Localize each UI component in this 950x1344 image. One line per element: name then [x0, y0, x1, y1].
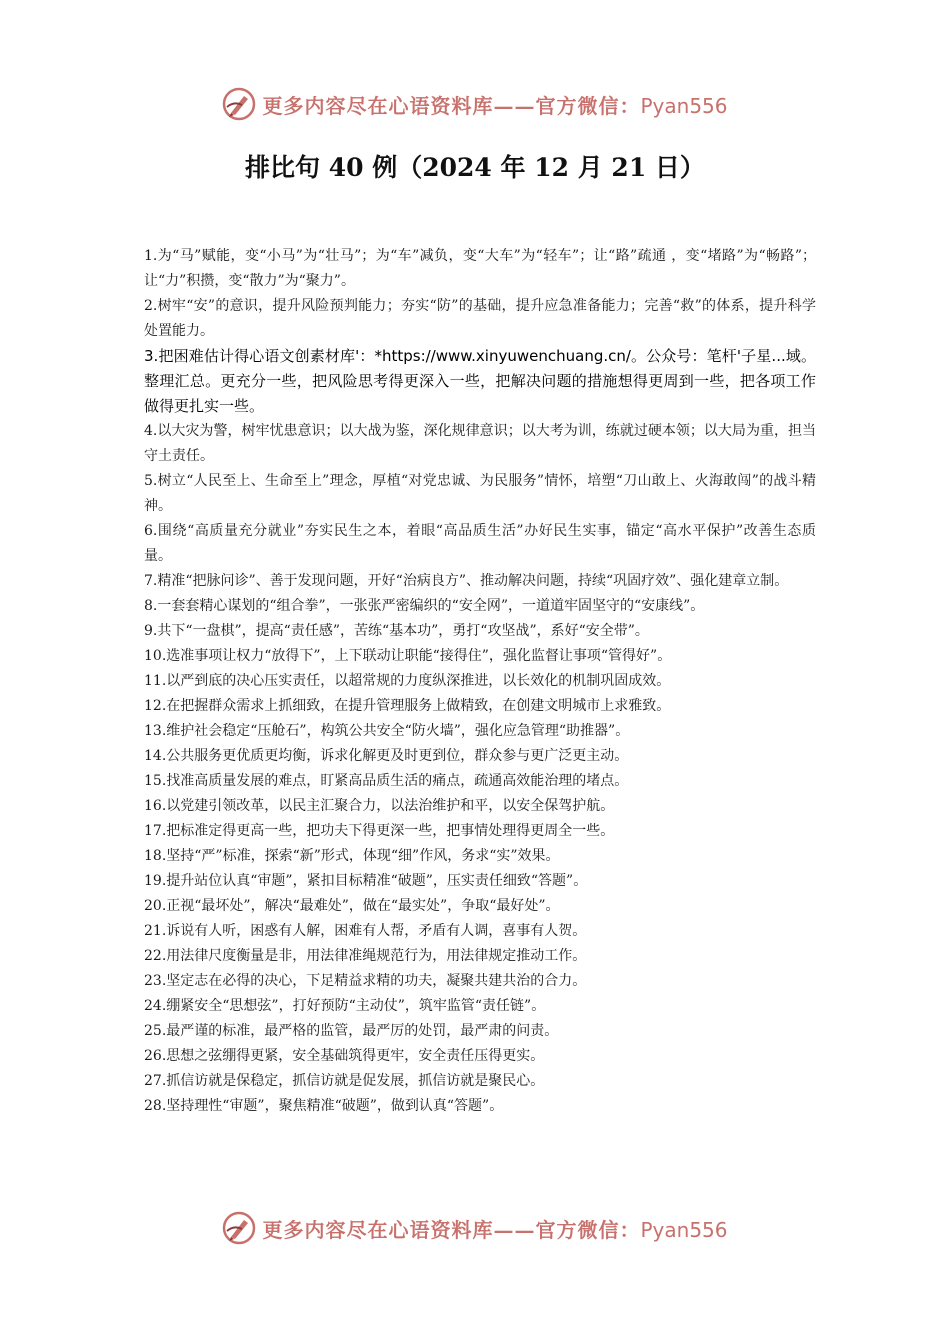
- list-item: 26.思想之弦绷得更紧，安全基础筑得更牢，安全责任压得更实。: [144, 1048, 545, 1064]
- list-item: 13.维护社会稳定“压舱石”，构筑公共安全“防火墙”，强化应急管理“助推器”。: [144, 723, 630, 739]
- footer-banner-handle: Pyan556: [640, 1217, 728, 1242]
- footer-banner: [0, 1208, 950, 1248]
- header-banner: [0, 84, 950, 124]
- list-item: 20.正视“最坏处”，解决“最难处”，做在“最实处”，争取“最好处”。: [144, 898, 560, 914]
- list-item: 11.以严到底的决心压实责任，以超常规的力度纵深推进，以长效化的机制巩固成效。: [144, 673, 671, 689]
- page-title: 排比句 40 例（2024 年 12 月 21 日）: [245, 153, 705, 182]
- list-item: 10.选准事项让权力“放得下”，上下联动让职能“接得住”，强化监督让事项“管得好”。: [144, 648, 672, 664]
- list-item: 1.为“马”赋能，变“小马”为“壮马”；为“车”减负，变“大车”为“轻车”；让“路”疏通 ，变“堵路”为“畅路”；让“力”积攒，变“散力”为“聚力”。: [144, 248, 816, 289]
- list-item: 24.绷紧安全“思想弦”，打好预防“主动仗”，筑牢监管“责任链”。: [144, 998, 546, 1014]
- footer-banner-text: 更多内容尽在心语资料库——官方微信：Pyan556: [262, 1217, 728, 1242]
- pen-logo-icon: [222, 87, 256, 121]
- pen-logo-icon: [222, 1211, 256, 1245]
- list-item: 9.共下“一盘棋”，提高“责任感”，苦练“基本功”，勇打“攻坚战”，系好“安全带”。: [144, 623, 649, 639]
- list-item: 2.树牢“安”的意识，提升风险预判能力；夯实“防”的基础，提升应急准备能力；完善“救”的体系，提升科学处置能力。: [144, 298, 816, 339]
- list-item: 22.用法律尺度衡量是非，用法律准绳规范行为，用法律规定推动工作。: [144, 948, 587, 964]
- list-item: 19.提升站位认真“审题”，紧扣目标精准“破题”，压实责任细致“答题”。: [144, 873, 588, 889]
- list-item: 6.围绕“高质量充分就业”夯实民生之本，着眼“高品质生活”办好民生实事，锚定“高水平保护”改善生态质量。: [144, 523, 816, 564]
- list-item: 25.最严谨的标准，最严格的监管，最严厉的处罚，最严肃的问责。: [144, 1023, 559, 1039]
- list-item: 15.找准高质量发展的难点，盯紧高品质生活的痛点，疏通高效能治理的堵点。: [144, 773, 629, 789]
- list-item: 8.一套套精心谋划的“组合拳”，一张张严密编织的“安全网”，一道道牢固坚守的“安康线”。: [144, 598, 705, 614]
- list-item: 5.树立“人民至上、生命至上”理念，厚植“对党忠诚、为民服务”情怀，培塑“刀山敢上、火海敢闯”的战斗精神。: [144, 473, 816, 514]
- list-item: 14.公共服务更优质更均衡，诉求化解更及时更到位，群众参与更广泛更主动。: [144, 748, 629, 764]
- list-item: 4.以大灾为警，树牢忧患意识；以大战为鉴，深化规律意识；以大考为训，练就过硬本领；以大局为重，担当守土责任。: [144, 423, 816, 464]
- sentence-list: [144, 244, 816, 1119]
- header-banner-handle: Pyan556: [640, 93, 728, 118]
- header-banner-text: 更多内容尽在心语资料库——官方微信：Pyan556: [262, 93, 728, 118]
- list-item: 27.抓信访就是保稳定，抓信访就是促发展，抓信访就是聚民心。: [144, 1073, 545, 1089]
- list-item: 12.在把握群众需求上抓细致，在提升管理服务上做精致，在创建文明城市上求雅致。: [144, 698, 671, 714]
- list-item: 17.把标准定得更高一些，把功夫下得更深一些，把事情处理得更周全一些。: [144, 823, 615, 839]
- list-item: 21.诉说有人听，困惑有人解，困难有人帮，矛盾有人调，喜事有人贺。: [144, 923, 587, 939]
- list-item: 3.把困难估计得心语文创素材库'：*https://www.xinyuwenchuang.cn/。公众号：笔杆'子星...域。整理汇总。更充分一些，把风险思考得更深入一些，把解决问题的措施想得更周到一些，把各项工作做得更扎实一些。: [144, 347, 816, 415]
- list-item: 23.坚定志在必得的决心，下足精益求精的功夫，凝聚共建共治的合力。: [144, 973, 587, 989]
- list-item: 16.以党建引领改革，以民主汇聚合力，以法治维护和平，以安全保驾护航。: [144, 798, 615, 814]
- list-item: 18.坚持“严”标准，探索“新”形式，体现“细”作风，务求“实”效果。: [144, 848, 560, 864]
- list-item: 7.精准“把脉问诊”、善于发现问题，开好“治病良方”、推动解决问题，持续“巩固疗效”、强化建章立制。: [144, 573, 789, 589]
- list-item: 28.坚持理性“审题”，聚焦精准“破题”，做到认真“答题”。: [144, 1098, 504, 1114]
